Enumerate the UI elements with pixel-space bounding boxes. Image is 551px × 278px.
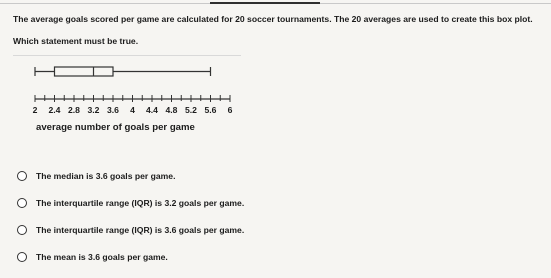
question-prompt: Which statement must be true.	[13, 36, 139, 46]
x-tick-label: 2	[32, 105, 38, 115]
answer-choice-label: The interquartile range (IQR) is 3.6 goals per game.	[36, 225, 245, 235]
answer-choice-label: The median is 3.6 goals per game.	[36, 171, 176, 181]
box-plot-chart	[20, 60, 250, 122]
x-tick-label: 4	[130, 105, 135, 115]
top-accent-line	[210, 2, 320, 4]
x-tick-label: 5.6	[204, 105, 217, 115]
x-tick-label: 5.2	[185, 105, 197, 115]
radio-button-1[interactable]	[17, 171, 27, 181]
answer-choice-2[interactable]	[17, 197, 244, 209]
answer-choices	[17, 170, 244, 278]
answer-choice-label: The interquartile range (IQR) is 3.2 goals per game.	[36, 198, 245, 208]
x-tick-label: 3.2	[87, 105, 100, 115]
x-tick-label: 4.8	[165, 105, 178, 115]
answer-choice-3[interactable]	[17, 224, 244, 236]
radio-button-2[interactable]	[17, 198, 27, 208]
x-tick-label: 2.8	[68, 105, 80, 115]
x-tick-label: 3.6	[107, 105, 119, 115]
radio-button-3[interactable]	[17, 225, 27, 235]
x-tick-label: 4.4	[146, 105, 158, 115]
box-iqr	[55, 67, 114, 76]
x-axis-label: average number of goals per game	[36, 122, 195, 133]
x-tick-label: 6	[227, 105, 233, 115]
x-tick-label: 2.4	[48, 105, 61, 115]
question-text: The average goals scored per game are calculated for 20 soccer tournaments. The 20 averages are used to create this box plot.	[13, 14, 533, 24]
radio-button-4[interactable]	[17, 252, 27, 262]
answer-choice-4[interactable]	[17, 251, 244, 263]
answer-choice-label: The mean is 3.6 goals per game.	[36, 252, 168, 262]
answer-choice-1[interactable]	[17, 170, 244, 182]
section-divider	[13, 55, 241, 56]
